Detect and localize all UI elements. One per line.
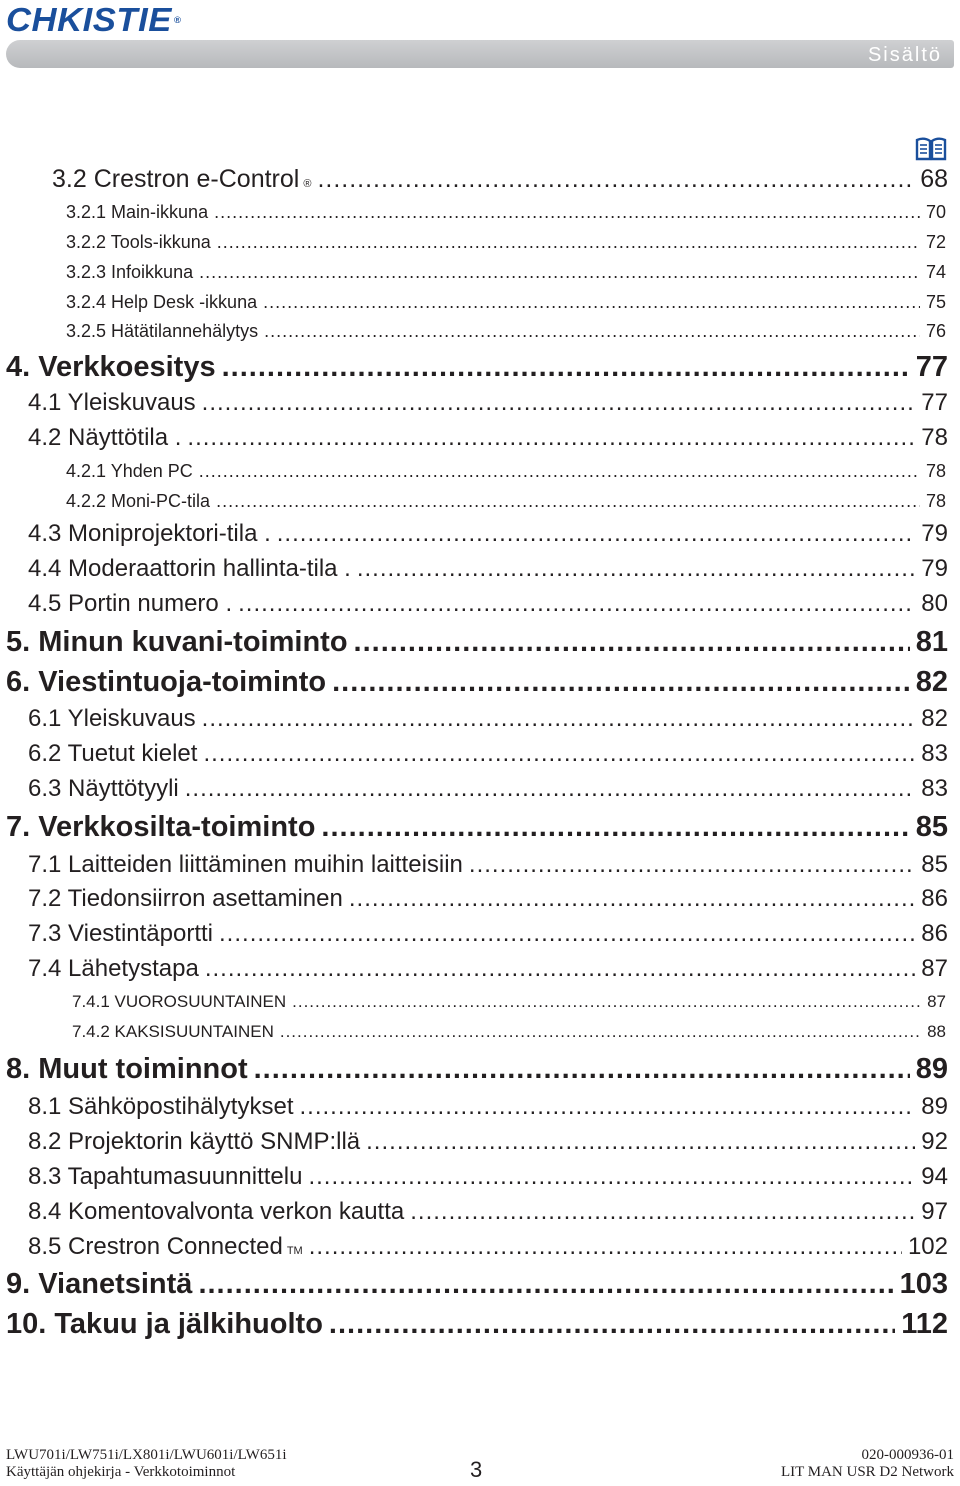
toc-dot-leader bbox=[198, 1265, 893, 1303]
toc-entry-page: 85 bbox=[915, 811, 948, 843]
toc-entry-title: 7. Verkkosilta-toiminto bbox=[6, 811, 316, 843]
toc-entry-page: 87 bbox=[921, 955, 948, 982]
toc-entry-mark: ® bbox=[303, 178, 312, 190]
toc-entry-mark: TM bbox=[286, 1245, 303, 1257]
toc-entry[interactable] bbox=[66, 457, 946, 485]
toc-entry-page: 89 bbox=[915, 1053, 948, 1085]
toc-dot-leader bbox=[410, 1195, 915, 1229]
toc-entry-page: 78 bbox=[921, 424, 948, 451]
toc-dot-leader bbox=[214, 198, 920, 226]
toc-entry-title: 7.4 Lähetystapa bbox=[28, 955, 199, 982]
toc-entry-page: 102 bbox=[907, 1233, 948, 1260]
toc-entry-title: 8.4 Komentovalvonta verkon kautta bbox=[28, 1198, 405, 1225]
toc-dot-leader bbox=[277, 517, 916, 551]
toc-entry-page: 103 bbox=[899, 1268, 948, 1300]
toc-entry-title: 3.2 Crestron e-Control bbox=[52, 165, 300, 193]
toc-entry-page: 78 bbox=[925, 461, 946, 481]
toc-entry[interactable] bbox=[66, 317, 946, 345]
toc-entry-page: 86 bbox=[921, 920, 948, 947]
logo-registered-mark: ® bbox=[174, 15, 182, 25]
toc-entry-page: 87 bbox=[927, 992, 946, 1011]
toc-entry[interactable] bbox=[28, 517, 948, 551]
toc-entry[interactable] bbox=[66, 487, 946, 515]
toc-dot-leader bbox=[469, 848, 915, 882]
toc-entry-page: 72 bbox=[925, 232, 946, 252]
toc-entry-title: 3.2.5 Hätätilannehälytys bbox=[66, 321, 259, 341]
toc-dot-leader bbox=[202, 702, 916, 736]
toc-entry-title: 7.4.1 VUOROSUUNTAINEN bbox=[72, 992, 287, 1011]
toc-entry-page: 80 bbox=[921, 590, 948, 617]
toc-dot-leader bbox=[292, 988, 921, 1016]
toc-entry-page: 112 bbox=[901, 1308, 948, 1340]
toc-dot-leader bbox=[217, 228, 920, 256]
section-title: Sisältö bbox=[867, 44, 942, 66]
toc-entry-title: 6. Viestintuoja-toiminto bbox=[6, 666, 327, 698]
toc-entry[interactable] bbox=[28, 952, 948, 986]
toc-dot-leader bbox=[199, 258, 920, 286]
toc-entry[interactable] bbox=[66, 198, 946, 226]
footer-left bbox=[6, 1447, 287, 1481]
toc-dot-leader bbox=[185, 772, 916, 806]
toc-dot-leader bbox=[199, 457, 920, 485]
toc-entry[interactable] bbox=[28, 1160, 948, 1194]
toc-entry-page: 79 bbox=[921, 555, 948, 582]
toc-entry[interactable] bbox=[6, 1265, 948, 1303]
toc-entry-page: 76 bbox=[925, 321, 946, 341]
toc-entry-title: 6.1 Yleiskuvaus bbox=[28, 705, 196, 732]
toc-dot-leader bbox=[187, 421, 915, 455]
toc-dot-leader bbox=[264, 317, 920, 345]
toc-entry-title: 4.2.1 Yhden PC bbox=[66, 461, 193, 481]
section-header-bar bbox=[6, 40, 954, 68]
toc-entry-title: 6.3 Näyttötyyli bbox=[28, 775, 179, 802]
toc-entry-page: 75 bbox=[925, 292, 946, 312]
toc-entry-title: 10. Takuu ja jälkihuolto bbox=[6, 1308, 323, 1340]
toc-entry-title: 7.1 Laitteiden liittäminen muihin laitteisiin bbox=[28, 851, 463, 878]
toc-entry[interactable] bbox=[66, 228, 946, 256]
toc-entry[interactable] bbox=[28, 552, 948, 586]
toc-entry-title: 7.4.2 KAKSISUUNTAINEN bbox=[72, 1022, 274, 1041]
toc-entry[interactable] bbox=[28, 882, 948, 916]
toc-entry[interactable] bbox=[52, 162, 948, 196]
toc-entry-title: 5. Minun kuvani-toiminto bbox=[6, 626, 348, 658]
toc-entry-title: 3.2.3 Infoikkuna bbox=[66, 262, 194, 282]
toc-entry-page: 79 bbox=[921, 520, 948, 547]
toc-entry-page: 82 bbox=[915, 666, 948, 698]
toc-dot-leader bbox=[332, 663, 910, 701]
toc-entry-title: 7.3 Viestintäportti bbox=[28, 920, 214, 947]
toc-entry-title: 8.2 Projektorin käyttö SNMP:llä bbox=[28, 1128, 361, 1155]
footer-model-line: LWU701i/LW751i/LX801i/LWU601i/LW651i bbox=[6, 1447, 287, 1463]
toc-dot-leader bbox=[280, 1018, 921, 1046]
toc-entry-page: 77 bbox=[921, 389, 948, 416]
logo-text: CHKISTIE bbox=[6, 1, 172, 38]
toc-dot-leader bbox=[349, 882, 915, 916]
toc-entry-page: 81 bbox=[915, 626, 948, 658]
toc-entry-title: 6.2 Tuetut kielet bbox=[28, 740, 198, 767]
toc-entry-title: 4.3 Moniprojektori-tila . bbox=[28, 520, 271, 547]
toc-entry[interactable] bbox=[6, 1305, 948, 1343]
toc-entry-title: 3.2.2 Tools-ikkuna bbox=[66, 232, 211, 252]
toc-entry-page: 74 bbox=[925, 262, 946, 282]
toc-entry-title: 4.1 Yleiskuvaus bbox=[28, 389, 196, 416]
toc-entry[interactable] bbox=[28, 737, 948, 771]
toc-dot-leader bbox=[205, 952, 915, 986]
toc-dot-leader bbox=[203, 737, 915, 771]
toc-dot-leader bbox=[202, 386, 916, 420]
toc-entry[interactable] bbox=[28, 1195, 948, 1229]
toc-entry-page: 82 bbox=[921, 705, 948, 732]
toc-entry[interactable] bbox=[6, 808, 948, 846]
toc-dot-leader bbox=[216, 487, 920, 515]
toc-entry-title: 4. Verkkoesitys bbox=[6, 351, 216, 383]
toc-entry-title: 8.3 Tapahtumasuunnittelu bbox=[28, 1163, 303, 1190]
toc-entry-title: 7.2 Tiedonsiirron asettaminen bbox=[28, 885, 343, 912]
page-number: 3 bbox=[470, 1457, 483, 1482]
toc-entry-page: 68 bbox=[920, 165, 948, 193]
toc-entry-title: 8.1 Sähköpostihälytykset bbox=[28, 1093, 294, 1120]
toc-entry[interactable] bbox=[28, 772, 948, 806]
book-icon[interactable] bbox=[915, 136, 947, 162]
footer-doc-number: 020-000936-01 bbox=[861, 1447, 954, 1463]
toc-entry[interactable] bbox=[6, 1050, 948, 1088]
toc-dot-leader bbox=[321, 808, 909, 846]
toc-entry-page: 70 bbox=[925, 202, 946, 222]
toc-entry[interactable] bbox=[72, 988, 946, 1016]
toc-entry[interactable] bbox=[28, 1090, 948, 1124]
toc-entry-page: 86 bbox=[921, 885, 948, 912]
toc-entry[interactable] bbox=[72, 1018, 946, 1046]
toc-entry-title: 3.2.4 Help Desk -ikkuna bbox=[66, 292, 258, 312]
toc-entry[interactable] bbox=[28, 421, 948, 455]
toc-dot-leader bbox=[366, 1125, 915, 1159]
brand-logo bbox=[6, 2, 182, 38]
toc-dot-leader bbox=[263, 288, 920, 316]
toc-entry-title: 4.2 Näyttötila . bbox=[28, 424, 182, 451]
toc-entry-page: 83 bbox=[921, 775, 948, 802]
toc-entry-title: 4.2.2 Moni-PC-tila bbox=[66, 491, 211, 511]
toc-entry-page: 78 bbox=[925, 491, 946, 511]
toc-entry[interactable] bbox=[28, 1230, 948, 1264]
toc-dot-leader bbox=[238, 587, 915, 621]
toc-entry-page: 92 bbox=[921, 1128, 948, 1155]
toc-entry-title: 8. Muut toiminnot bbox=[6, 1053, 248, 1085]
toc-entry[interactable] bbox=[6, 348, 948, 386]
toc-entry-page: 77 bbox=[915, 351, 948, 383]
toc-entry[interactable] bbox=[28, 848, 948, 882]
toc-entry[interactable] bbox=[28, 1125, 948, 1159]
toc-entry[interactable] bbox=[6, 663, 948, 701]
toc-entry-title: 4.5 Portin numero . bbox=[28, 590, 233, 617]
toc-entry-page: 83 bbox=[921, 740, 948, 767]
toc-dot-leader bbox=[329, 1305, 895, 1343]
toc-dot-leader bbox=[308, 1160, 915, 1194]
toc-entry[interactable] bbox=[28, 702, 948, 736]
footer-right bbox=[781, 1447, 954, 1481]
toc-dot-leader bbox=[357, 552, 915, 586]
toc-dot-leader bbox=[222, 348, 910, 386]
toc-dot-leader bbox=[317, 162, 914, 196]
toc-entry[interactable] bbox=[28, 917, 948, 951]
toc-dot-leader bbox=[254, 1050, 910, 1088]
toc-entry[interactable] bbox=[66, 258, 946, 286]
toc-entry-title: 3.2.1 Main-ikkuna bbox=[66, 202, 209, 222]
toc-entry-page: 94 bbox=[921, 1163, 948, 1190]
footer-manual-line: Käyttäjän ohjekirja - Verkkotoiminnot bbox=[6, 1464, 236, 1480]
toc-entry[interactable] bbox=[6, 623, 948, 661]
toc-entry-page: 97 bbox=[921, 1198, 948, 1225]
toc-entry-page: 89 bbox=[921, 1093, 948, 1120]
toc-dot-leader bbox=[219, 917, 915, 951]
toc-entry-title: 4.4 Moderaattorin hallinta-tila . bbox=[28, 555, 351, 582]
toc-entry-page: 88 bbox=[927, 1022, 946, 1041]
toc-dot-leader bbox=[300, 1090, 916, 1124]
toc-entry-page: 85 bbox=[921, 851, 948, 878]
toc-entry[interactable] bbox=[28, 587, 948, 621]
footer-doc-code: LIT MAN USR D2 Network bbox=[780, 1464, 954, 1480]
toc-entry-title: 9. Vianetsintä bbox=[6, 1268, 193, 1300]
toc-entry-title: 8.5 Crestron Connected bbox=[28, 1233, 283, 1260]
toc-entry[interactable] bbox=[28, 386, 948, 420]
toc-dot-leader bbox=[309, 1230, 902, 1264]
toc-dot-leader bbox=[354, 623, 910, 661]
toc-entry[interactable] bbox=[66, 288, 946, 316]
